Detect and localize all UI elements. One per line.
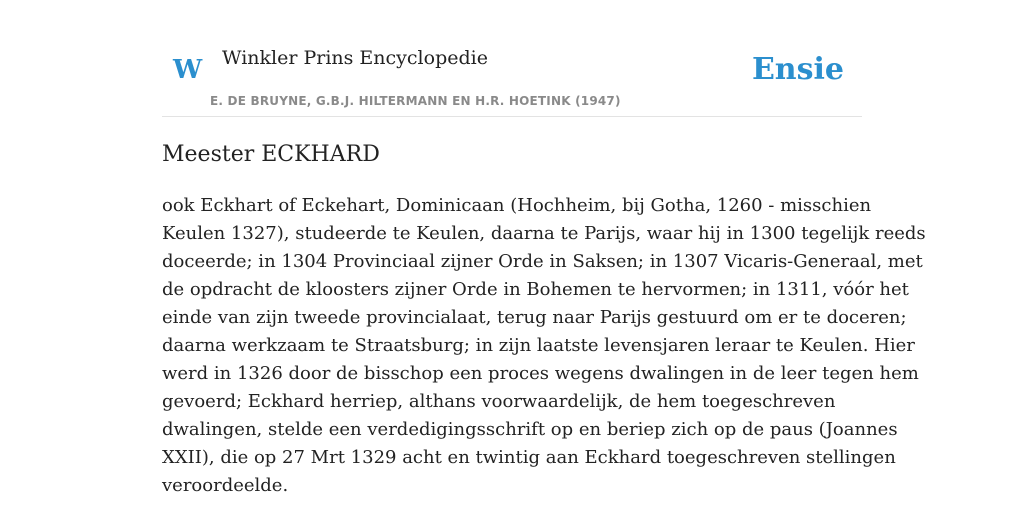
article-body-line: XXII), die op 27 Mrt 1329 acht en twintig aan Eckhard toegeschreven stellingen	[162, 447, 896, 468]
article-body-line: veroordeelde.	[162, 475, 289, 496]
publication-authors: E. DE BRUYNE, G.B.J. HILTERMANN EN H.R. HOETINK (1947)	[210, 94, 621, 108]
article-body-line: doceerde; in 1304 Provinciaal zijner Orde in Saksen; in 1307 Vicaris-Generaal, met	[162, 251, 923, 272]
ensie-logo-link[interactable]: Ensie	[751, 52, 844, 87]
article-body-line: daarna werkzaam te Straatsburg; in zijn laatste levensjaren leraar te Keulen. Hier	[162, 335, 915, 356]
publication-logo[interactable]: W	[173, 55, 203, 85]
article-body-line: dwalingen, stelde een verdedigingsschrift op en beriep zich op de paus (Joannes	[162, 419, 898, 440]
article-body-line: ook Eckhart of Eckehart, Dominicaan (Hochheim, bij Gotha, 1260 - misschien	[162, 195, 872, 216]
article-body-line: Keulen 1327), studeerde te Keulen, daarna te Parijs, waar hij in 1300 tegelijk reeds	[162, 223, 926, 244]
site-header	[162, 0, 862, 117]
article-body-line: gevoerd; Eckhard herriep, althans voorwaardelijk, de hem toegeschreven	[162, 391, 836, 412]
article-body-line: de opdracht de kloosters zijner Orde in Bohemen te hervormen; in 1311, vóór het	[162, 279, 909, 300]
article-body	[162, 192, 926, 500]
article-body-line: einde van zijn tweede provincialaat, terug naar Parijs gestuurd om er te doceren;	[162, 307, 907, 328]
article-body-line: werd in 1326 door de bisschop een proces wegens dwalingen in de leer tegen hem	[162, 363, 919, 384]
publication-title[interactable]: Winkler Prins Encyclopedie	[222, 47, 488, 69]
article-title: Meester ECKHARD	[162, 142, 380, 167]
